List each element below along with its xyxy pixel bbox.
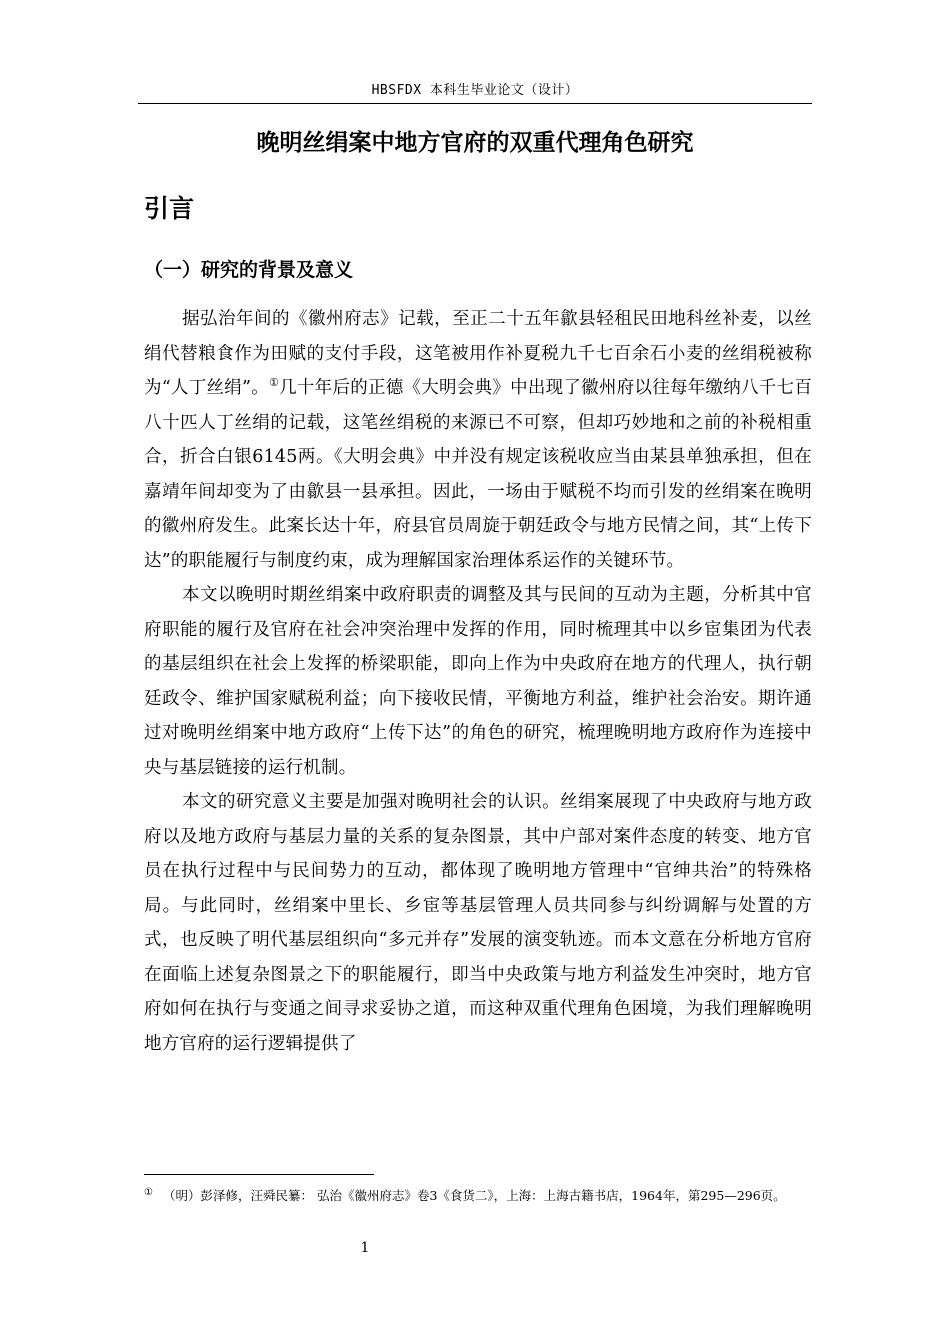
body-text bbox=[144, 302, 812, 1061]
document-title: 晚明丝绢案中地方官府的双重代理角色研究 bbox=[256, 130, 694, 156]
page-header: HBSFDX 本科生毕业论文（设计） bbox=[371, 83, 579, 98]
paragraph-1 bbox=[144, 302, 812, 578]
footnote-divider bbox=[144, 1174, 374, 1175]
footnote-reference[interactable]: ① bbox=[269, 376, 280, 390]
section-heading: 引言 bbox=[144, 194, 195, 223]
footnote-text: （明）彭泽修，汪舜民纂： 弘治《徽州府志》卷3《食货二》，上海：上海古籍书店，1964年，第295—296页。 bbox=[162, 1188, 786, 1203]
subsection-heading: （一）研究的背景及意义 bbox=[144, 259, 354, 281]
paragraph-1-part-b: 几十年后的正德《大明会典》中出现了徽州府以往每年缴纳八千七百八十匹人丁丝绢的记载，这笔丝绢税的来源已不可察，但却巧妙地和之前的补税相重合，折合白银6145两。《大明会典》中并没有规定该税收应当由某县单独承担，但在嘉靖年间却变为了由歙县一县承担。因此，一场由于赋税不均而引发的丝绢案在晚明的徽州府发生。此案长达十年，府县官员周旋于朝廷政令与地方民情之间，其“上传下达”的职能履行与制度约束，成为理解国家治理体系运作的关键环节。 bbox=[144, 378, 813, 571]
page-number: 1 bbox=[360, 1240, 370, 1256]
footnote bbox=[144, 1184, 812, 1208]
paragraph-1-part-a: 据弘治年间的《徽州府志》记载，至正二十五年歙县轻租民田地科丝补麦，以丝绢代替粮食作为田赋的支付手段，这笔被用作补夏税九千七百余石小麦的丝绢税被称为“人丁丝绢”。 bbox=[144, 309, 812, 398]
paragraph-2: 本文以晚明时期丝绢案中政府职责的调整及其与民间的互动为主题，分析其中官府职能的履行及官府在社会冲突治理中发挥的作用，同时梳理其中以乡宦集团为代表的基层组织在社会上发挥的桥梁职能，即向上作为中央政府在地方的代理人，执行朝廷政令、维护国家赋税利益；向下接收民情，平衡地方利益，维护社会治安。期许通过对晚明丝绢案中地方政府“上传下达”的角色的研究，梳理晚明地方政府作为连接中央与基层链接的运行机制。 bbox=[144, 585, 812, 778]
header-divider bbox=[138, 103, 812, 104]
paragraph-3: 本文的研究意义主要是加强对晚明社会的认识。丝绢案展现了中央政府与地方政府以及地方政府与基层力量的关系的复杂图景，其中户部对案件态度的转变、地方官员在执行过程中与民间势力的互动，都体现了晚明地方管理中“官绅共治”的特殊格局。与此同时，丝绢案中里长、乡宦等基层管理人员共同参与纠纷调解与处置的方式，也反映了明代基层组织向“多元并存”发展的演变轨迹。而本文意在分析地方官府在面临上述复杂图景之下的职能履行，即当中央政策与地方利益发生冲突时，地方官府如何在执行与变通之间寻求妥协之道，而这种双重代理角色困境，为我们理解晚明地方官府的运行逻辑提供了 bbox=[144, 792, 812, 1054]
footnote-mark: ① bbox=[144, 1186, 153, 1198]
